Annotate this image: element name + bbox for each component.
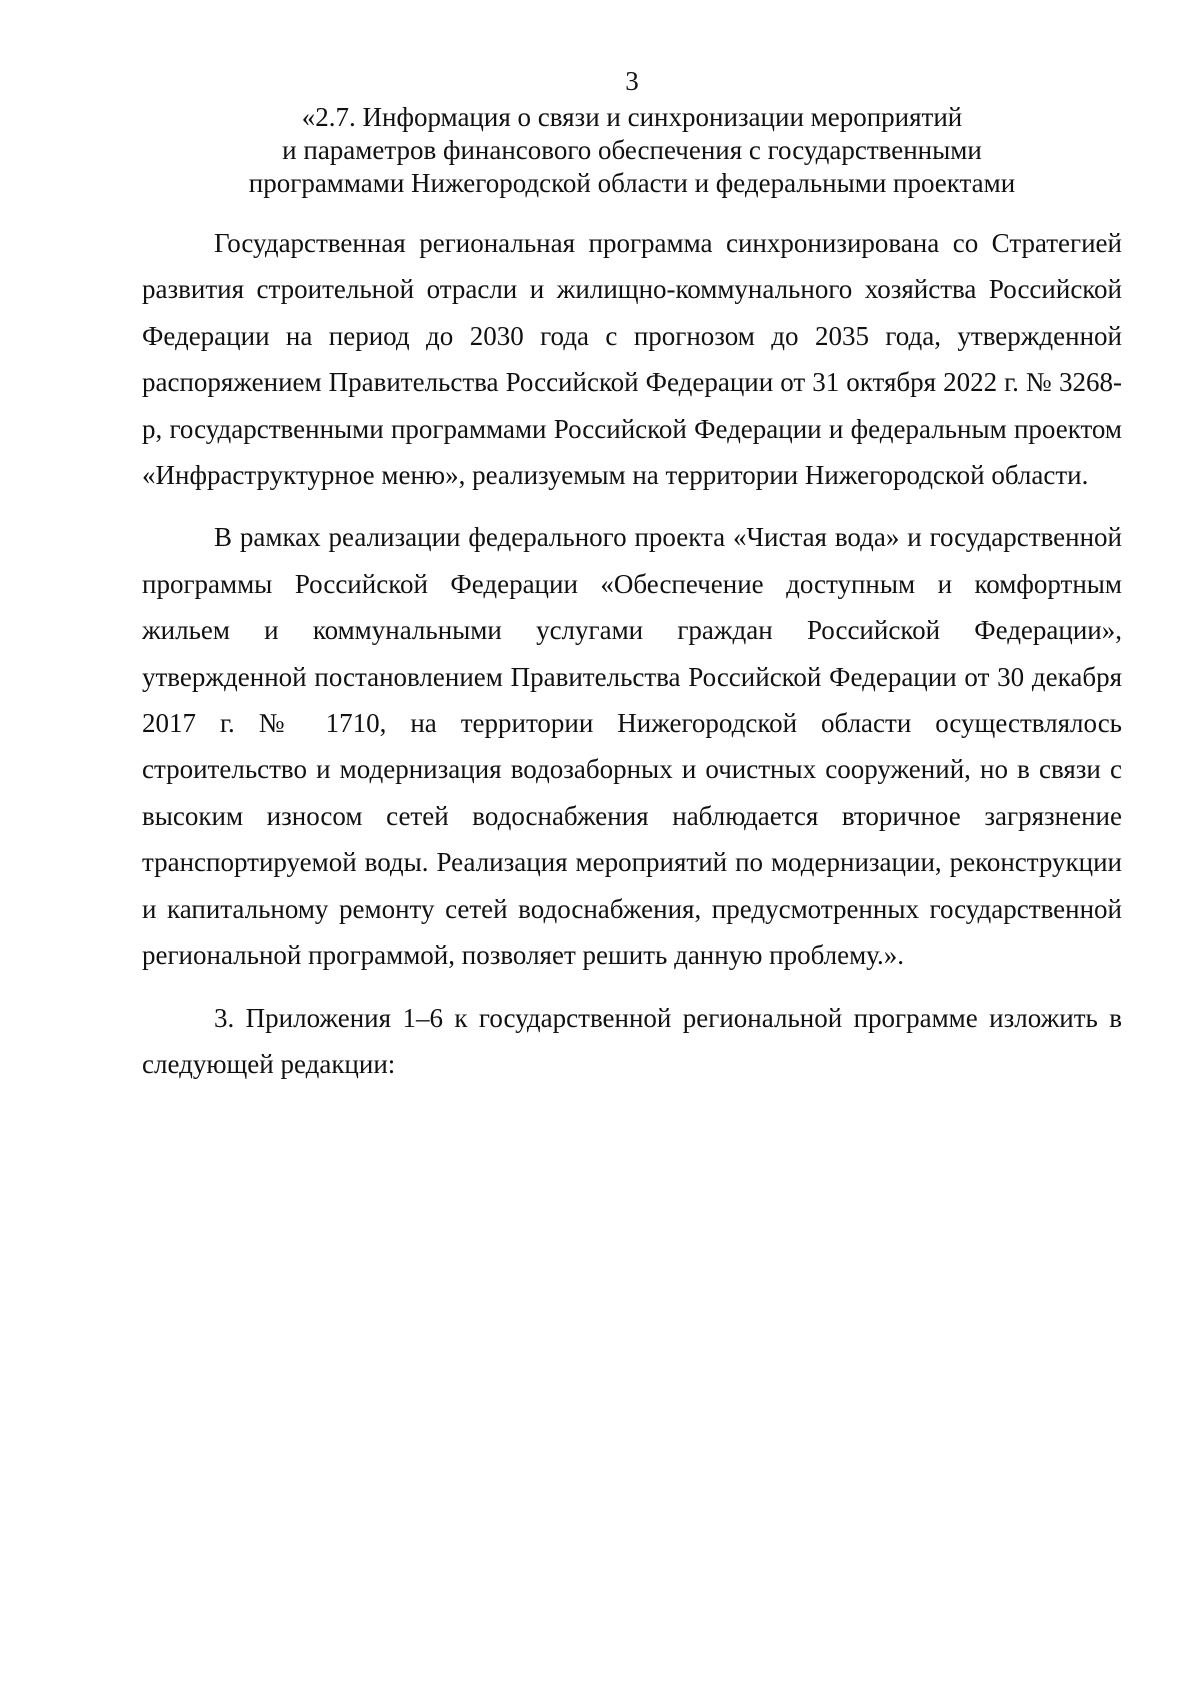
paragraph-synchronization: Государственная региональная программа синхронизирована со Стратегией развития строительной отрасли и жилищно-коммунального хозяйства Российской Федерации на период до 2030 года с прогнозом до 2035 года, утвержденной распоряжением Правительства Российской Федерации от 31 октября 2022 г. № 3268-р, государственными программами Российской Федерации и федеральным проектом «Инфраструктурное меню», реализуемым на территории Нижегородской области.	[142, 228, 1122, 491]
paragraph-appendices: 3. Приложения 1–6 к государственной региональной программе изложить в следующей редакции:	[142, 1002, 1122, 1079]
heading-line: и параметров финансового обеспечения с государственными	[282, 135, 982, 165]
heading-line: «2.7. Информация о связи и синхронизации мероприятий	[301, 102, 963, 132]
heading-line: программами Нижегородской области и федеральными проектами	[248, 168, 1016, 198]
paragraph-clean-water: В рамках реализации федерального проекта «Чистая вода» и государственной программы Российской Федерации «Обеспечение доступным и комфортным жильем и коммунальными услугами граждан Российской Федерации», утвержденной постановлением Правительства Российской Федерации от 30 декабря 2017 г. № 1710, на территории Нижегородской области осуществлялось строительство и модернизация водозаборных и очистных сооружений, но в связи с высоким износом сетей водоснабжения наблюдается вторичное загрязнение транспортируемой воды. Реализация мероприятий по модернизации, реконструкции и капитальному ремонту сетей водоснабжения, предусмотренных государственной региональной программой, позволяет решить данную проблему.».	[142, 522, 1122, 971]
page-number: 3	[625, 66, 639, 96]
section-heading	[142, 101, 1122, 200]
document-body	[142, 220, 1122, 1103]
